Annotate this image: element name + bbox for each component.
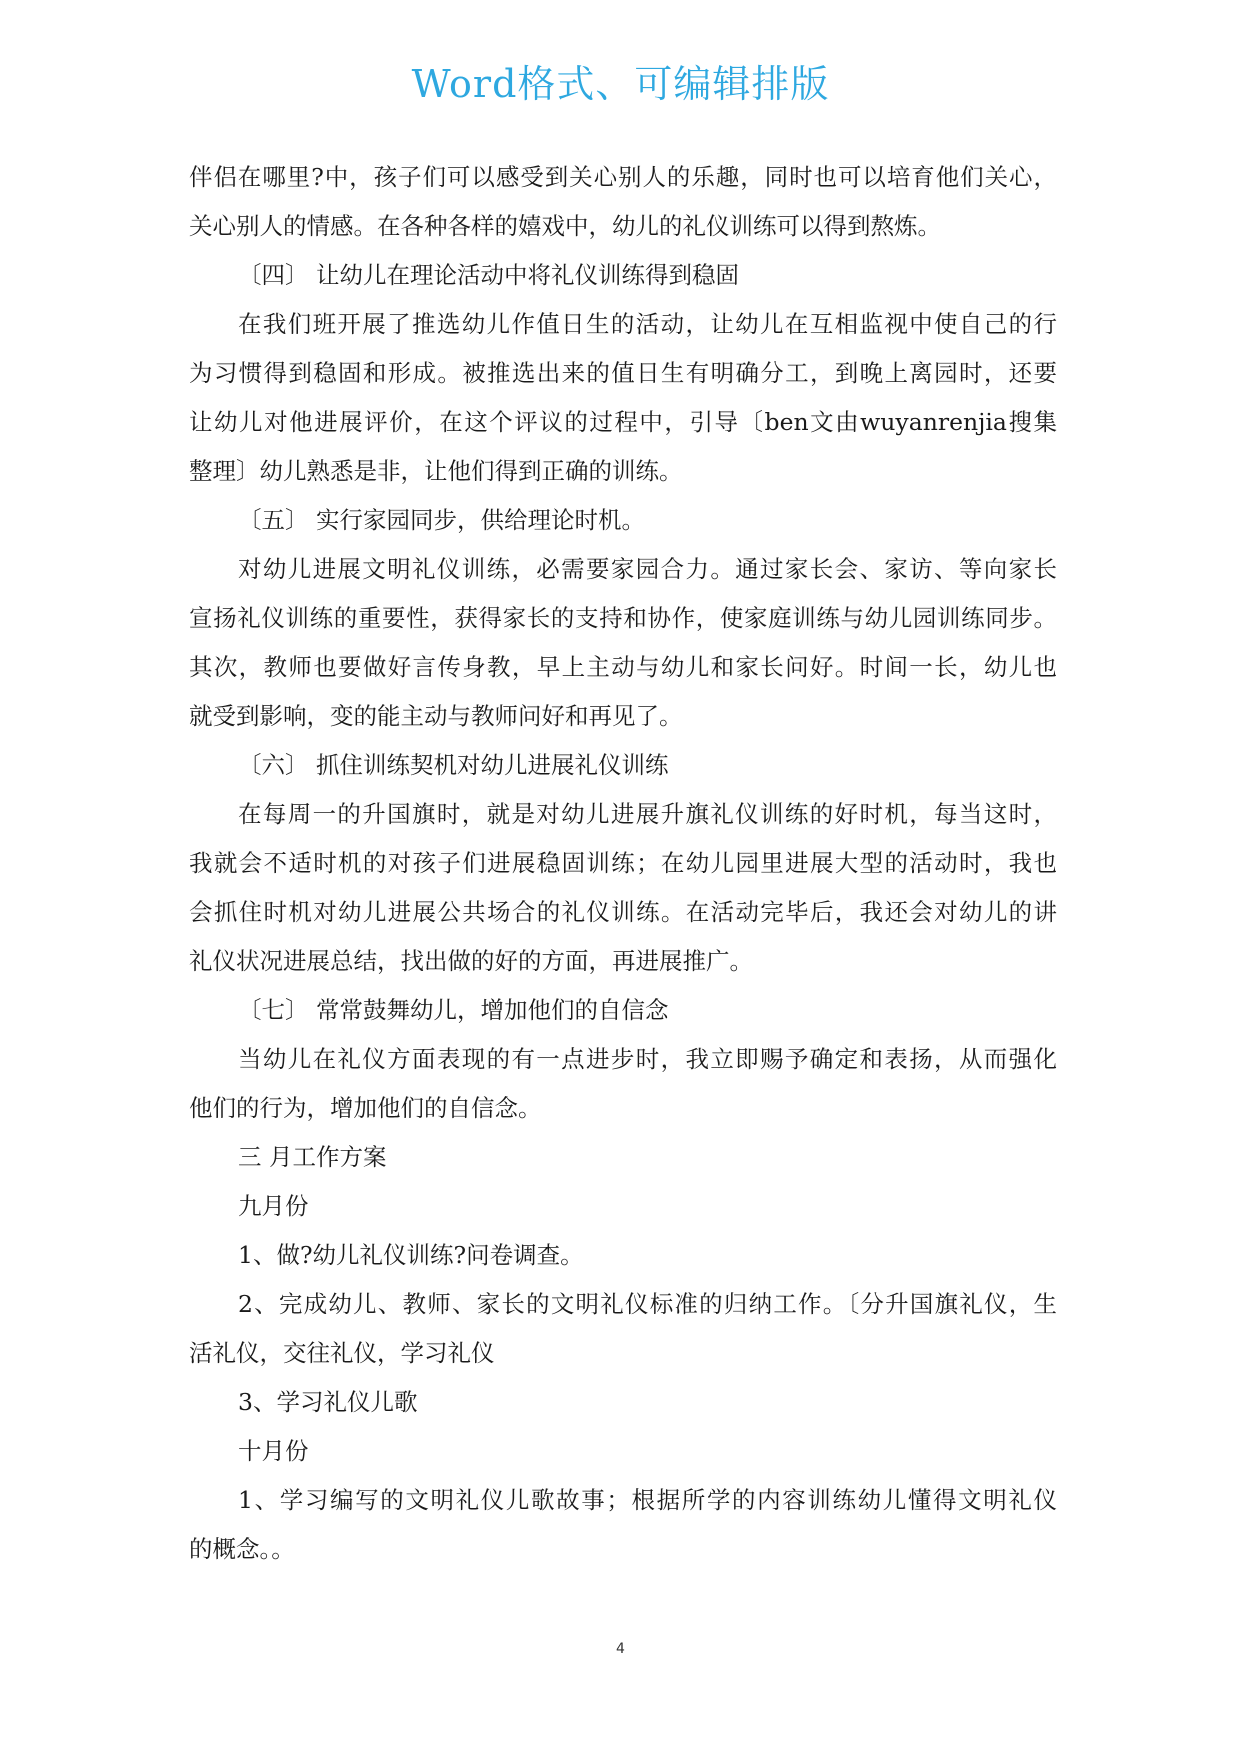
body-text-line: 的概念。。: [189, 1535, 295, 1563]
body-text-line: 九月份: [238, 1192, 309, 1220]
body-text-line: 2、完成幼儿、教师、家长的文明礼仪标准的归纳工作。〔分升国旗礼仪，生: [238, 1290, 1057, 1318]
body-text-line: 当幼儿在礼仪方面表现的有一点进步时，我立即赐予确定和表扬，从而强化: [238, 1045, 1057, 1073]
body-text-line: 他们的行为，增加他们的自信念。: [189, 1094, 542, 1122]
body-text-line: 活礼仪，交往礼仪，学习礼仪: [189, 1339, 495, 1367]
body-text-line: 礼仪状况进展总结，找出做的好的方面，再进展推广。: [189, 947, 753, 975]
document-body: [189, 153, 1057, 1574]
body-text-line: 在每周一的升国旗时，就是对幼儿进展升旗礼仪训练的好时机，每当这时，: [238, 800, 1057, 828]
body-text-line: 〔四〕 让幼儿在理论活动中将礼仪训练得到稳固: [238, 261, 739, 289]
body-text-line: 十月份: [238, 1437, 309, 1465]
body-text-line: 就受到影响，变的能主动与教师问好和再见了。: [189, 702, 683, 730]
body-text-line: 会抓住时机对幼儿进展公共场合的礼仪训练。在活动完毕后，我还会对幼儿的讲: [189, 898, 1057, 926]
body-text-line: 在我们班开展了推选幼儿作值日生的活动，让幼儿在互相监视中使自己的行: [238, 310, 1057, 338]
body-text-line: 其次，教师也要做好言传身教，早上主动与幼儿和家长问好。时间一长，幼儿也: [189, 653, 1057, 681]
page-header-title: Word格式、可编辑排版: [411, 62, 830, 106]
body-text-line: 整理〕幼儿熟悉是非，让他们得到正确的训练。: [189, 457, 683, 485]
body-text-line: 〔六〕 抓住训练契机对幼儿进展礼仪训练: [238, 751, 669, 779]
body-text-line: 〔五〕 实行家园同步，供给理论时机。: [238, 506, 645, 534]
body-text-line: 关心别人的情感。在各种各样的嬉戏中，幼儿的礼仪训练可以得到熬炼。: [189, 212, 941, 240]
body-text-line: 让幼儿对他进展评价，在这个评议的过程中，引导〔ben文由wuyanrenjia搜集: [189, 408, 1057, 436]
body-text-line: 我就会不适时机的对孩子们进展稳固训练；在幼儿园里进展大型的活动时，我也: [189, 849, 1057, 877]
body-text-line: 对幼儿进展文明礼仪训练，必需要家园合力。通过家长会、家访、等向家长: [238, 555, 1057, 583]
body-text-line: 1、做?幼儿礼仪训练?问卷调查。: [238, 1241, 584, 1269]
body-text-line: 宣扬礼仪训练的重要性，获得家长的支持和协作，使家庭训练与幼儿园训练同步。: [189, 604, 1057, 632]
body-text-line: 三 月工作方案: [238, 1143, 387, 1171]
page-number: 4: [616, 1641, 625, 1657]
body-text-line: 1、学习编写的文明礼仪儿歌故事；根据所学的内容训练幼儿懂得文明礼仪: [238, 1486, 1057, 1514]
body-text-line: 3、学习礼仪儿歌: [238, 1388, 418, 1416]
body-text-line: 为习惯得到稳固和形成。被推选出来的值日生有明确分工，到晚上离园时，还要: [189, 359, 1057, 387]
body-text-line: 伴侣在哪里?中，孩子们可以感受到关心别人的乐趣，同时也可以培育他们关心，: [189, 163, 1057, 191]
body-text-line: 〔七〕 常常鼓舞幼儿，增加他们的自信念: [238, 996, 669, 1024]
